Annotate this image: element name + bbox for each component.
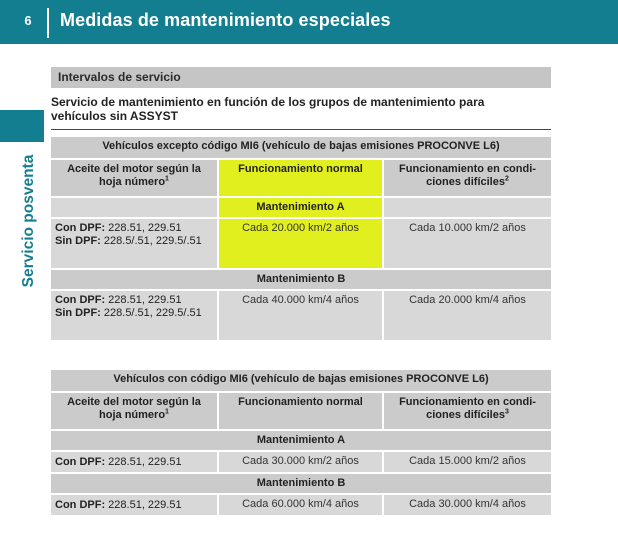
table-row bbox=[51, 291, 551, 340]
group-blank-cell bbox=[384, 198, 551, 217]
difficult-interval-cell: Cada 20.000 km/4 años bbox=[384, 291, 551, 340]
section-heading-bar bbox=[51, 67, 551, 88]
table-row bbox=[51, 495, 551, 515]
maintenance-group-row bbox=[51, 270, 551, 289]
sidebar-section-label bbox=[16, 150, 42, 292]
column-header-difficult: Funcionamiento en condi- ciones difíciles$^3$ bbox=[384, 393, 551, 429]
difficult-interval-cell: Cada 30.000 km/4 años bbox=[384, 495, 551, 515]
maintenance-group-label: Mantenimiento B bbox=[51, 270, 551, 289]
service-table-with-mi6 bbox=[51, 368, 551, 517]
column-header-oil: Aceite del motor según la hoja número$^1$ bbox=[51, 393, 219, 429]
service-table-without-mi6 bbox=[51, 135, 551, 342]
subtitle-rule bbox=[51, 129, 551, 130]
table-title: Vehículos con código MI6 (vehículo de bajas emisiones PROCONVE L6) bbox=[51, 370, 551, 391]
difficult-interval-cell: Cada 15.000 km/2 años bbox=[384, 452, 551, 472]
column-header-difficult: Funcionamiento en condi- ciones difíciles$^2$ bbox=[384, 160, 551, 196]
table-title: Vehículos excepto código MI6 (vehículo de bajas emisiones PROCONVE L6) bbox=[51, 137, 551, 158]
normal-interval-cell: Cada 30.000 km/2 años bbox=[219, 452, 384, 472]
oil-spec-cell: Con DPF: 228.51, 229.51 bbox=[51, 495, 219, 515]
sidebar-tab-marker bbox=[0, 110, 44, 142]
section-subtitle: Servicio de mantenimiento en función de los grupos de mantenimiento para vehículos sin ASSYST bbox=[51, 95, 485, 123]
column-header-oil: Aceite del motor según la hoja número$^1$ bbox=[51, 160, 219, 196]
column-header-normal: Funcionamiento normal bbox=[219, 160, 384, 196]
column-header-normal: Funcionamiento normal bbox=[219, 393, 384, 429]
section-heading: Intervalos de servicio bbox=[58, 70, 181, 84]
group-blank-cell bbox=[51, 198, 219, 217]
normal-interval-cell: Cada 60.000 km/4 años bbox=[219, 495, 384, 515]
page-number: 6 bbox=[24, 13, 32, 28]
table-title-row bbox=[51, 137, 551, 158]
table-row bbox=[51, 452, 551, 472]
oil-spec-cell: Con DPF: 228.51, 229.51 Sin DPF: 228.5/.51, 229.5/.51 bbox=[51, 291, 219, 340]
header-divider bbox=[47, 8, 49, 38]
maintenance-group-label: Mantenimiento B bbox=[51, 474, 551, 493]
oil-spec-cell: Con DPF: 228.51, 229.51 Sin DPF: 228.5/.51, 229.5/.51 bbox=[51, 219, 219, 268]
table-row bbox=[51, 219, 551, 268]
table-title-row bbox=[51, 370, 551, 391]
maintenance-group-label: Mantenimiento A bbox=[51, 431, 551, 450]
page-header bbox=[0, 0, 618, 44]
sidebar-label-text: Servicio posventa bbox=[20, 154, 37, 288]
table-header-row bbox=[51, 393, 551, 429]
difficult-interval-cell: Cada 10.000 km/2 años bbox=[384, 219, 551, 268]
table-header-row bbox=[51, 160, 551, 196]
oil-spec-cell: Con DPF: 228.51, 229.51 bbox=[51, 452, 219, 472]
page-title: Medidas de mantenimiento especiales bbox=[60, 10, 391, 30]
maintenance-group-row bbox=[51, 474, 551, 493]
maintenance-group-row bbox=[51, 431, 551, 450]
maintenance-group-label: Mantenimiento A bbox=[219, 198, 384, 217]
normal-interval-cell: Cada 40.000 km/4 años bbox=[219, 291, 384, 340]
maintenance-group-row bbox=[51, 198, 551, 217]
normal-interval-cell: Cada 20.000 km/2 años bbox=[219, 219, 384, 268]
